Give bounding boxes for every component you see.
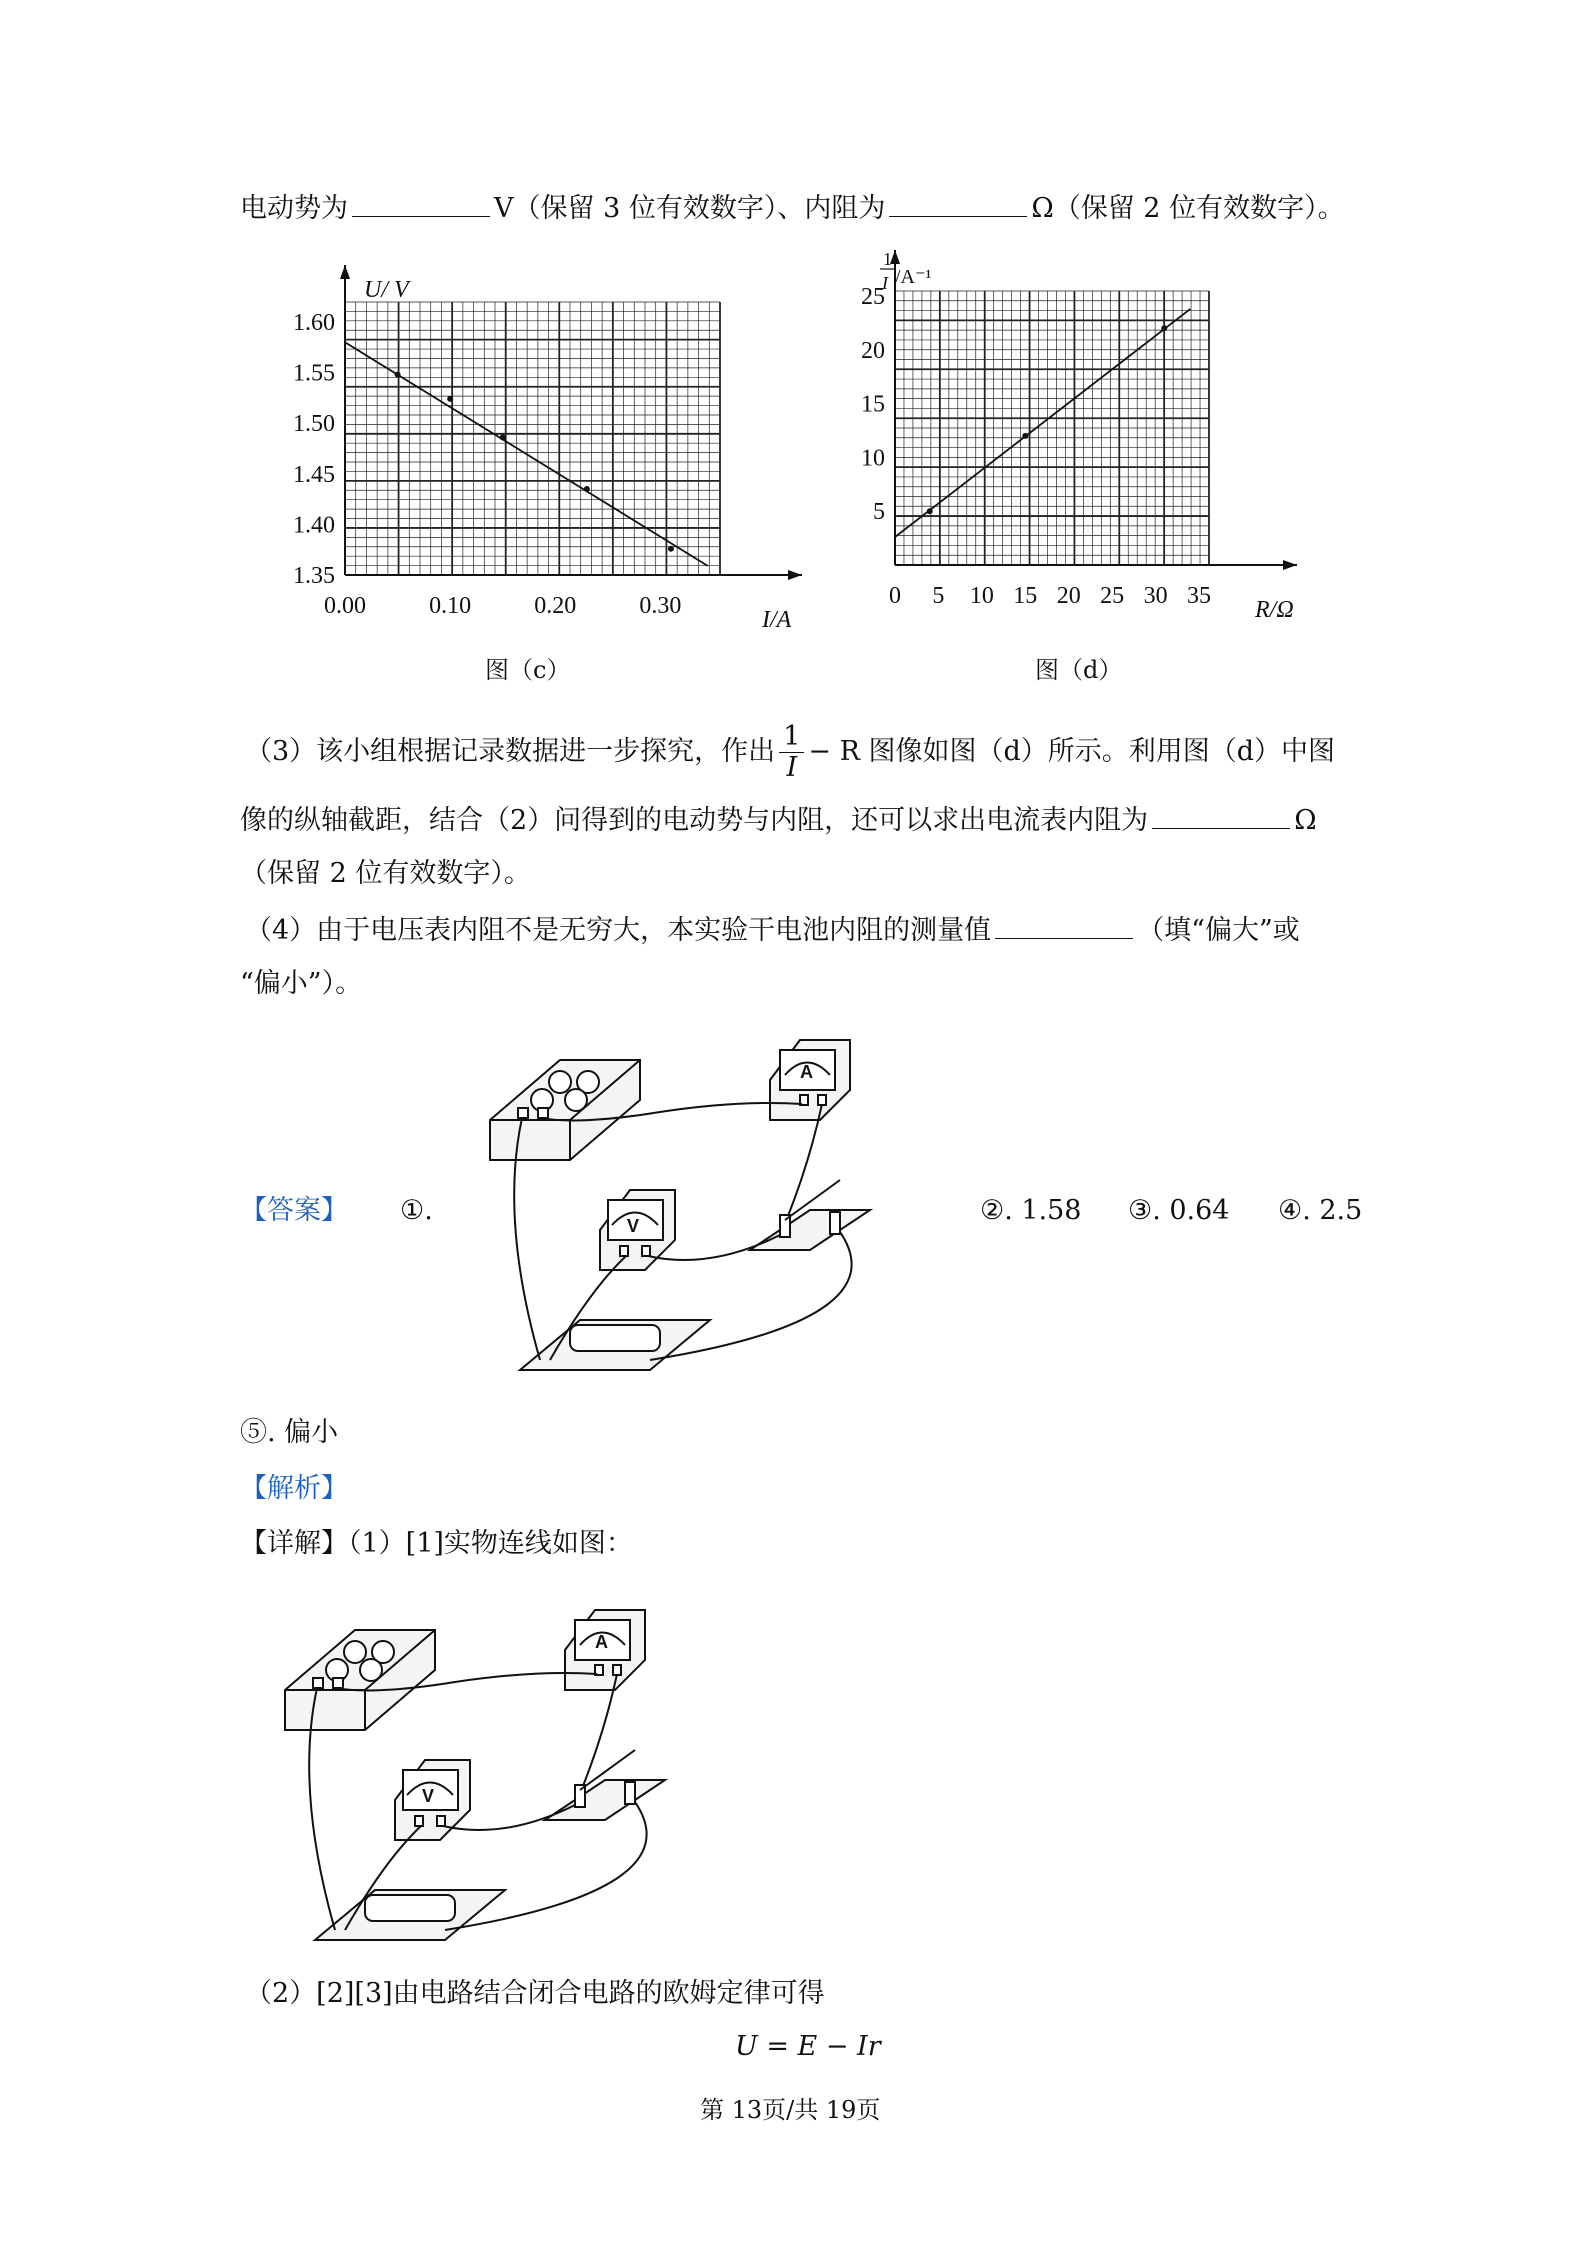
q4-blank bbox=[995, 914, 1133, 939]
circuit1-voltmeter-label: V bbox=[627, 1216, 640, 1236]
chart-c-caption: 图（c） bbox=[485, 656, 571, 684]
circuit-diagram-detail bbox=[275, 1590, 715, 1960]
d-data-point bbox=[927, 508, 933, 514]
d-xtick-label: 30 bbox=[1143, 583, 1168, 609]
d-data-point bbox=[1161, 325, 1167, 331]
answer-5: ⑤. 偏小 bbox=[240, 1417, 339, 1448]
answer-3: ③. 0.64 bbox=[1128, 1195, 1230, 1226]
c-ytick-label: 1.35 bbox=[293, 563, 335, 589]
analysis-tag: 【解析】 bbox=[240, 1473, 348, 1504]
d-xtick-label: 35 bbox=[1187, 583, 1211, 609]
q3-frac-den: I bbox=[786, 752, 798, 783]
c-data-point bbox=[668, 546, 674, 552]
c-ytick-label: 1.45 bbox=[293, 461, 335, 488]
q3-fraction bbox=[779, 722, 804, 783]
chart-d-yticks bbox=[861, 284, 885, 525]
d-data-point bbox=[1022, 433, 1028, 439]
q3-unit: Ω bbox=[1294, 805, 1317, 836]
q4-text-end: （填“偏大”或 bbox=[1137, 915, 1300, 946]
d-xtick-label: 25 bbox=[1100, 583, 1125, 609]
c-xtick-label: 0.30 bbox=[639, 593, 682, 619]
c-xtick-label: 0.20 bbox=[534, 593, 577, 619]
chart-d-ylabel-den: I bbox=[882, 273, 888, 293]
q3-frac-num: 1 bbox=[779, 722, 804, 753]
q2-prefix: 电动势为 bbox=[240, 193, 348, 224]
q3-line-1 bbox=[245, 722, 1335, 783]
emf-blank bbox=[352, 192, 490, 217]
q4-line-1 bbox=[245, 912, 1300, 950]
c-data-point bbox=[584, 486, 590, 492]
c-data-point bbox=[447, 396, 453, 402]
q2-tail-line bbox=[240, 190, 1345, 228]
chart-d-ylabel-unit: /A⁻¹ bbox=[895, 266, 932, 288]
c-xtick-label: 0.10 bbox=[429, 593, 472, 619]
q2-suffix: Ω（保留 2 位有效数字）。 bbox=[1031, 193, 1345, 224]
d-ytick-label: 20 bbox=[861, 337, 885, 364]
d-ytick-label: 25 bbox=[861, 284, 885, 310]
chart-c-ylabel: U/ V bbox=[364, 277, 409, 303]
circuit1-ammeter-label: A bbox=[800, 1062, 813, 1082]
chart-d bbox=[815, 245, 1315, 623]
answer-2: ②. 1.58 bbox=[980, 1195, 1082, 1226]
q2-mid: V（保留 3 位有效数字）、内阻为 bbox=[494, 193, 886, 224]
c-ytick-label: 1.50 bbox=[293, 411, 335, 438]
chart-d-grid bbox=[895, 291, 1209, 565]
page-footer: 第 13页/共 19页 bbox=[700, 2096, 881, 2124]
c-ytick-label: 1.60 bbox=[293, 310, 335, 336]
circuit2-voltmeter-label: V bbox=[422, 1786, 435, 1806]
c-data-point bbox=[395, 372, 401, 378]
q3-text-a: （3）该小组根据记录数据进一步探究，作出 bbox=[245, 736, 776, 767]
resistance-blank bbox=[889, 192, 1027, 217]
c-xtick-label: 0.00 bbox=[324, 593, 366, 619]
d-ytick-label: 10 bbox=[861, 445, 885, 472]
chart-c bbox=[260, 255, 820, 633]
d-ytick-label: 5 bbox=[873, 499, 885, 526]
ammeter-resistance-blank bbox=[1152, 804, 1290, 829]
q3-line-2 bbox=[240, 802, 1317, 840]
q3-line-3: （保留 2 位有效数字）。 bbox=[240, 858, 531, 889]
chart-c-yticks bbox=[293, 310, 335, 589]
chart-c-grid bbox=[345, 302, 720, 575]
chart-d-axes bbox=[890, 250, 1297, 570]
circuit-diagram-answer bbox=[480, 1020, 920, 1390]
q4-text-1: （4）由于电压表内阻不是无穷大，本实验干电池内阻的测量值 bbox=[245, 915, 992, 946]
detail-line: 【详解】（1）[1]实物连线如图： bbox=[240, 1528, 633, 1559]
chart-d-xticks bbox=[889, 583, 1211, 609]
answer-4: ④. 2.5 bbox=[1278, 1195, 1363, 1226]
chart-d-xlabel: R/Ω bbox=[1255, 597, 1294, 623]
c-x-arrow bbox=[788, 570, 802, 580]
q2-detail-line: （2）[2][3]由电路结合闭合电路的欧姆定律可得 bbox=[245, 1978, 825, 2009]
d-xtick-label: 0 bbox=[889, 583, 901, 609]
answer-1: ①. bbox=[400, 1195, 433, 1226]
q4-line-2: “偏小”）。 bbox=[240, 968, 363, 999]
d-xtick-label: 5 bbox=[932, 583, 945, 609]
c-ytick-label: 1.55 bbox=[293, 360, 335, 387]
d-xtick-label: 10 bbox=[969, 583, 994, 609]
c-data-point bbox=[500, 434, 506, 440]
chart-c-xticks bbox=[324, 593, 681, 619]
d-xtick-label: 20 bbox=[1056, 583, 1081, 609]
circuit2-ammeter-label: A bbox=[595, 1632, 608, 1652]
answer-tag: 【答案】 bbox=[240, 1195, 348, 1226]
c-y-arrow bbox=[340, 265, 350, 279]
ohm-law-formula: U = E − Ir bbox=[735, 2031, 881, 2062]
d-ytick-label: 15 bbox=[861, 391, 885, 418]
c-ytick-label: 1.40 bbox=[293, 512, 335, 539]
q3-text-2: 像的纵轴截距，结合（2）问得到的电动势与内阻，还可以求出电流表内阻为 bbox=[240, 805, 1149, 836]
chart-c-xlabel: I/A bbox=[762, 607, 792, 633]
d-xtick-label: 15 bbox=[1013, 583, 1038, 609]
q3-text-b: − R 图像如图（d）所示。利用图（d）中图 bbox=[808, 736, 1336, 767]
chart-d-ylabel-num: 1 bbox=[883, 249, 892, 269]
chart-d-caption: 图（d） bbox=[1035, 656, 1123, 684]
d-x-arrow bbox=[1283, 560, 1297, 570]
